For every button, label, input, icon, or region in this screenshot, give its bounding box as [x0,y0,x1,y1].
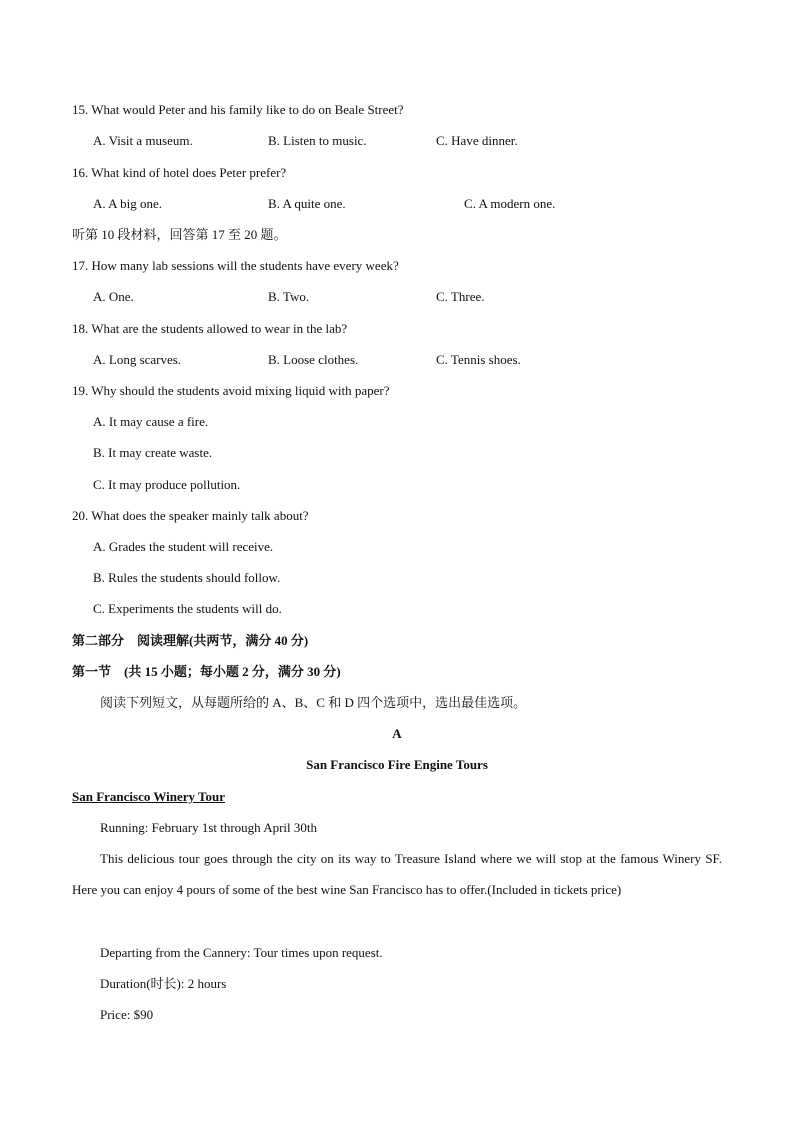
question-20-stem: 20. What does the speaker mainly talk about? [72,508,309,523]
question-16-stem: 16. What kind of hotel does Peter prefer? [72,165,287,180]
tour-duration: Duration(时长): 2 hours [100,976,227,991]
tour-price: Price: $90 [100,1007,154,1022]
tour-description: This delicious tour goes through the city on its way to Treasure Island where we will stop at the famous Winery SF. Here you can enjoy 4 pours of some of the best wine San Francisco has to offer.(Included in tickets price) [72,851,722,897]
question-15-option-c: C. Have dinner. [436,133,518,148]
question-17-option-c: C. Three. [436,289,485,304]
tour-departing: Departing from the Cannery: Tour times upon request. [100,945,383,960]
question-15-option-b: B. Listen to music. [268,133,367,148]
passage-letter: A [392,726,402,741]
question-20-option-c: C. Experiments the students will do. [93,601,282,616]
question-16-option-b: B. A quite one. [268,196,346,211]
tour-title: San Francisco Winery Tour [72,789,226,804]
passage-title: San Francisco Fire Engine Tours [306,757,488,772]
question-18-option-a: A. Long scarves. [93,352,182,367]
question-15-stem: 15. What would Peter and his family like to do on Beale Street? [72,102,404,117]
question-17-option-b: B. Two. [268,289,310,304]
question-19-option-b: B. It may create waste. [93,445,213,460]
question-18-option-c: C. Tennis shoes. [436,352,521,367]
question-17-stem: 17. How many lab sessions will the students have every week? [72,258,399,273]
question-15-option-a: A. Visit a museum. [93,133,193,148]
question-19-stem: 19. Why should the students avoid mixing liquid with paper? [72,383,390,398]
reading-instruction: 阅读下列短文，从每题所给的 A、B、C 和 D 四个选项中，选出最佳选项。 [100,695,527,710]
tour-running-dates: Running: February 1st through April 30th [100,820,318,835]
listening-section-note: 听第 10 段材料，回答第 17 至 20 题。 [72,227,287,242]
question-18-stem: 18. What are the students allowed to wear in the lab? [72,321,348,336]
question-16-option-c: C. A modern one. [464,196,556,211]
question-16-option-a: A. A big one. [93,196,162,211]
question-19-option-c: C. It may produce pollution. [93,477,241,492]
section-1-heading: 第一节 (共 15 小题；每小题 2 分，满分 30 分) [72,664,341,679]
question-19-option-a: A. It may cause a fire. [93,414,209,429]
part-2-heading: 第二部分 阅读理解(共两节，满分 40 分) [72,633,309,648]
question-18-option-b: B. Loose clothes. [268,352,359,367]
question-17-option-a: A. One. [93,289,134,304]
question-20-option-b: B. Rules the students should follow. [93,570,281,585]
question-20-option-a: A. Grades the student will receive. [93,539,274,554]
